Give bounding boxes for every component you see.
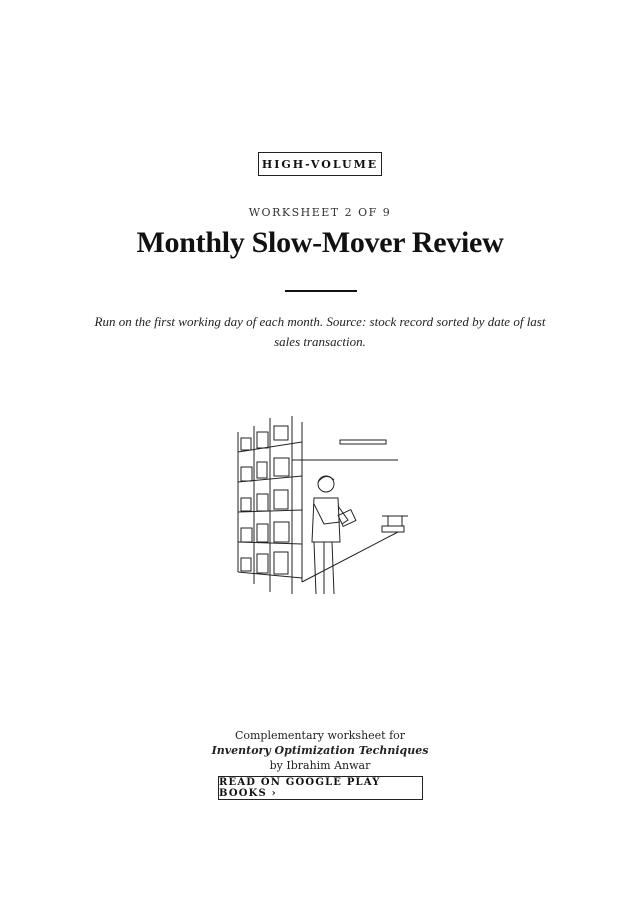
warehouse-worker-illustration (232, 412, 412, 598)
footer-credits (0, 728, 640, 773)
read-google-play-button[interactable]: READ ON GOOGLE PLAY BOOKS › (218, 776, 423, 800)
category-badge: HIGH-VOLUME (258, 152, 382, 176)
page-title: Monthly Slow-Mover Review (136, 226, 504, 259)
worksheet-description: Run on the first working day of each month. Source: stock record sorted by date of last sales transaction. (94, 314, 546, 349)
book-title: Inventory Optimization Techniques (211, 744, 429, 757)
footer-intro: Complementary worksheet for (234, 729, 406, 742)
title-divider (285, 290, 357, 292)
worksheet-counter: WORKSHEET 2 OF 9 (248, 206, 392, 219)
author-byline: by Ibrahim Anwar (269, 759, 371, 772)
